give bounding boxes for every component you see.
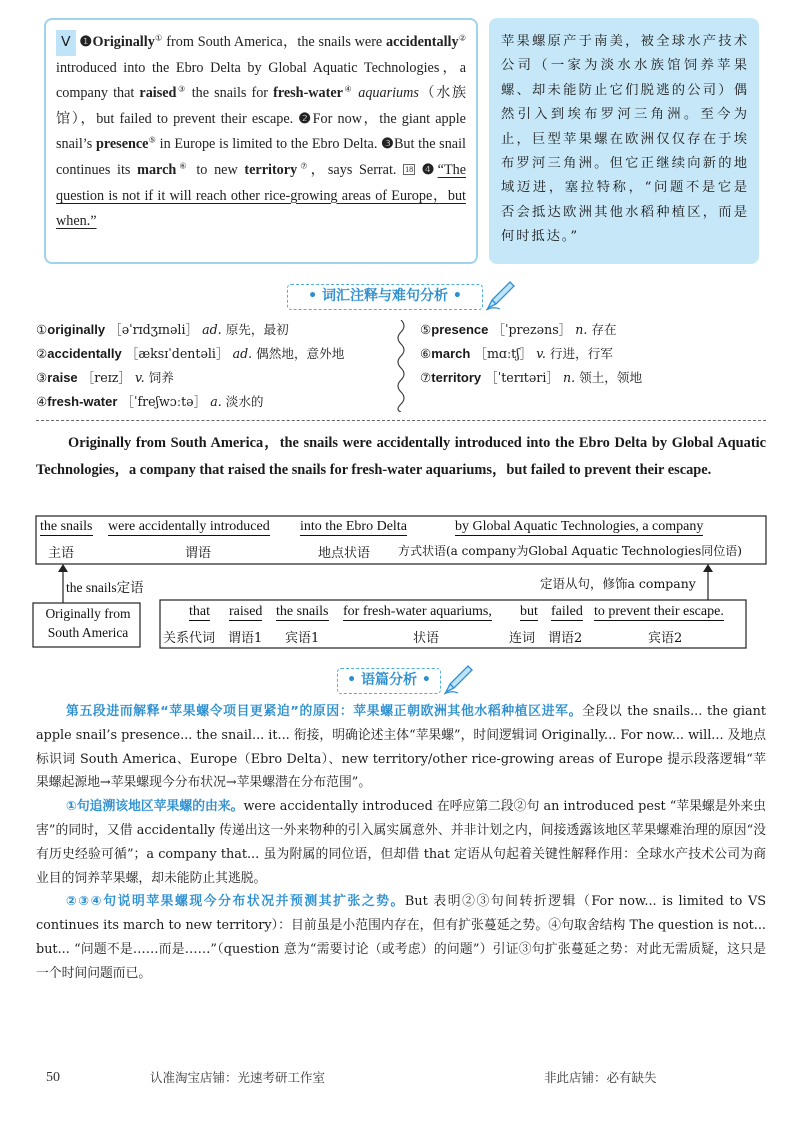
vocab-section-title: • 词汇注释与难句分析 • [287, 284, 483, 310]
question-tag: 18 [405, 164, 414, 174]
passage-box: Ⅴ ❶Originally① from South America，the snails were accidentally② introduced into the Ebro Delta by Global Aquatic Technologies，a company that raised③ the snails for fresh-water④ aquariums（水族馆），but failed to prevent their escape. ❷For now，the giant apple snail’s presence⑤ in Europe is limited to the Ebro Delta. ❸But the snail continues its march⑥ to new territory⑦，says Serrat. 18 ❹“The question is not if it will reach other rice-growing areas of Europe，but when.” [44, 18, 478, 264]
footer-right: 非此店铺：必有缺失 [544, 1070, 657, 1085]
translation-box: 苹果螺原产于南美，被全球水产技术公司（一家为淡水水族馆饲养苹果螺、却未能防止它们脱逃的公司）偶然引入到埃布罗河三角洲。至今为止，巨型苹果螺在欧洲仅仅存在于埃布罗河三角洲。但它正继续向新的地域迈进，塞拉特称，“问题不是它是否会抵达欧洲其他水稻种植区，而是何时抵达。” [489, 18, 759, 264]
diagram-predicate-1: raised [229, 604, 263, 619]
vocab-item: ⑤presence ［ˈprezəns］ n. 存在 [420, 322, 617, 337]
diagram-left-note: the snails定语 [66, 580, 144, 595]
section-divider [36, 420, 766, 421]
diagram-label: 关系代词 [163, 631, 216, 646]
vocab-item: ②accidentally ［æksɪˈdentəli］ ad. 偶然地，意外地 [36, 346, 345, 361]
vocab-item: ⑥march ［mɑːtʃ］ v. 行进，行军 [420, 346, 613, 361]
paragraph-number: Ⅴ [56, 30, 76, 56]
pen-icon [484, 278, 518, 312]
diagram-predicate: were accidentally introduced [108, 519, 270, 534]
diagram-adverbial: for fresh-water aquariums, [343, 604, 492, 619]
diagram-conjunction: but [520, 604, 538, 619]
diagram-label: 宾语1 [285, 631, 320, 646]
vocab-item: ④fresh-water ［ˈfreʃwɔːtə］ a. 淡水的 [36, 394, 264, 409]
vocab-item: ⑦territory ［ˈterɪtəri］ n. 领土，领地 [420, 370, 643, 385]
discourse-analysis [36, 700, 766, 986]
diagram-relative-pronoun: that [189, 604, 210, 619]
diagram-predicate-2: failed [551, 604, 583, 619]
diagram-label: 方式状语(a company为Global Aquatic Technologies同位语) [398, 544, 742, 558]
vocab-list-right [420, 318, 760, 390]
diagram-right-note: 定语从句，修饰a company [540, 576, 696, 591]
discourse-section-title: • 语篇分析 • [337, 668, 441, 694]
analysis-paragraph: ①句追溯该地区苹果螺的由来。were accidentally introduced 在呼应第二段②句 an introduced pest “苹果螺是外来虫害”的同时，又借 accidentally 传递出这一外来物种的引入属实属意外、并非计划之内，间接透露该地区苹果螺难治理的原因“没有历史经验可循”；a company that... 虽为附属的同位语，但却借 that 定语从句起着关键性解释作用：全球水产技术公司为商业目的饲养苹果螺，却未能防止其逃脱。 [36, 799, 766, 886]
diagram-label: 状语 [413, 631, 440, 646]
diagram-label: 谓语1 [228, 631, 263, 646]
diagram-label: 连词 [509, 631, 536, 646]
diagram-object-1: the snails [276, 604, 329, 619]
vocab-item: ①originally ［əˈrɪdʒɪnəli］ ad. 原先，最初 [36, 322, 289, 337]
vocab-item: ③raise ［reɪz］ v. 饲养 [36, 370, 174, 385]
diagram-object-2: to prevent their escape. [594, 604, 724, 619]
diagram-label: 谓语2 [548, 631, 583, 646]
diagram-left-box: Originally from South America [45, 606, 131, 640]
pen-icon [442, 662, 476, 696]
diagram-label: 地点状语 [318, 546, 371, 561]
quote: “The question is not if it will reach other rice-growing areas of Europe，but when.” [56, 161, 466, 230]
diagram-subject: the snails [40, 519, 93, 534]
analysis-paragraph: ②③④句说明苹果螺现今分布状况并预测其扩张之势。But 表明②③句间转折逻辑（For now... is limited to VS continues its march to new territory）：目前虽是小范围内存在，但有扩张蔓延之势。④句取舍结构 The question is not... but... “问题不是……而是……”（question 意为“需要讨论（或考虑）的问题”）引证③句扩张蔓延之势：对此无需质疑，这只是一个时间问题而已。 [36, 894, 766, 981]
analysis-paragraph: 第五段进而解释“苹果螺令项目更紧迫”的原因：苹果螺正朝欧洲其他水稻种植区进军。全段以 the snails... the giant apple snail’s presence... the snail... it... 衔接，明确论述主体“苹果螺”，时间逻辑词 Originally... For now... will... 及地点标识词 South America、Europe（Ebro Delta）、new territory/other rice-growing areas of Europe 提示段落逻辑“苹果螺起源地→苹果螺现今分布状况→苹果螺潜在分布范围”。 [36, 704, 766, 791]
page-number: 50 [46, 1070, 60, 1085]
footer-left: 认准淘宝店铺：光速考研工作室 [150, 1070, 326, 1085]
divider-squiggle [394, 320, 408, 412]
diagram-manner-adverbial: by Global Aquatic Technologies, a company [455, 519, 704, 534]
diagram-label: 宾语2 [648, 631, 683, 646]
diagram-place-adverbial: into the Ebro Delta [300, 519, 407, 534]
diagram-label: 谓语 [185, 546, 212, 561]
vocab-list-left [36, 318, 386, 414]
diagram-label: 主语 [48, 546, 75, 561]
difficult-sentence: Originally from South America，the snails were accidentally introduced into the Ebro Delta by Global Aquatic Technologies，a company that raised the snails for fresh-water aquariums，but failed to prevent their escape. [36, 435, 766, 478]
